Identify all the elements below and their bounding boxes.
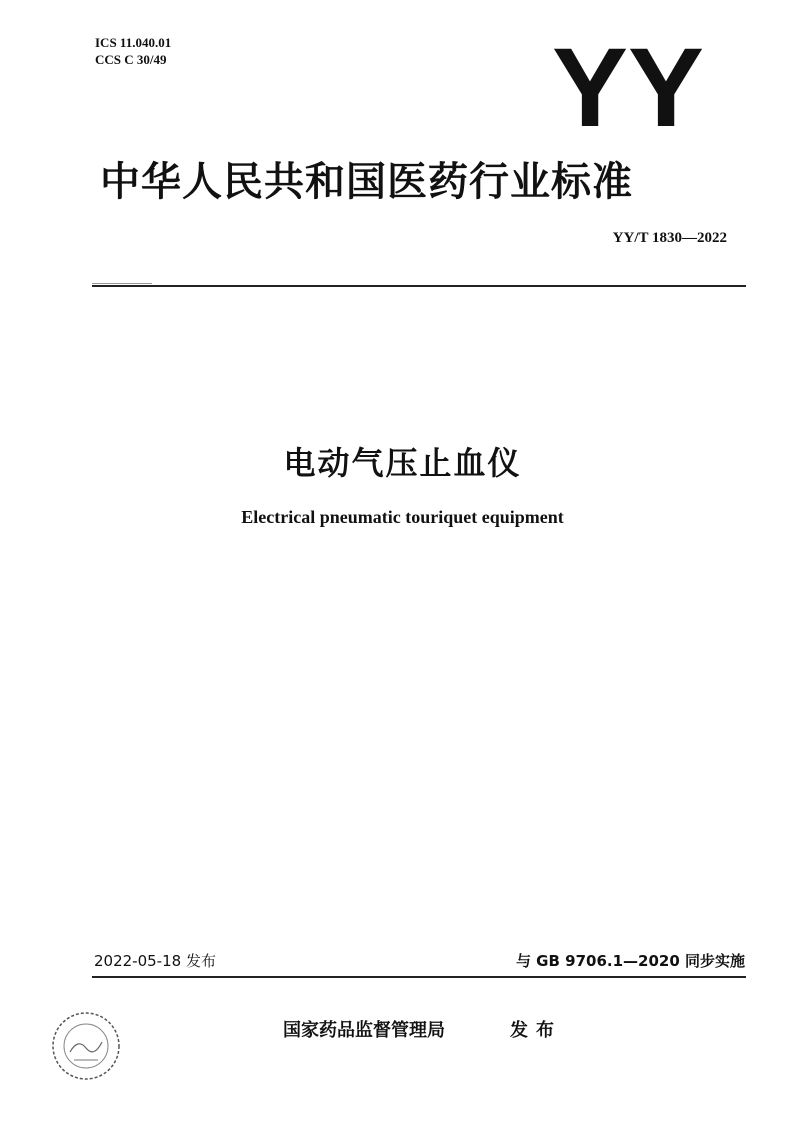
- classification-codes: [95, 34, 171, 68]
- publisher: 国家药品监督管理局: [283, 1020, 445, 1041]
- top-rule: [92, 285, 746, 287]
- top-rule-faint: [92, 283, 152, 284]
- release-date: 2022-05-18 发布: [94, 952, 216, 970]
- yy-mark-text: YY: [552, 36, 704, 136]
- publish-word: 发布: [510, 1020, 562, 1041]
- bottom-rule: [92, 976, 746, 978]
- standard-number: YY/T 1830—2022: [612, 230, 727, 246]
- ccs-code: CCS C 30/49: [95, 52, 167, 67]
- yy-standard-mark: [548, 36, 708, 136]
- ics-code: ICS 11.040.01: [95, 35, 172, 50]
- chinese-title: 电动气压止血仪: [283, 444, 522, 482]
- english-title: Electrical pneumatic touriquet equipment: [241, 507, 564, 527]
- implementation-note: 与 GB 9706.1—2020 同步实施: [515, 952, 745, 970]
- standard-category-title: 中华人民共和国医药行业标准: [100, 159, 633, 205]
- stamp-seal: [48, 1008, 124, 1084]
